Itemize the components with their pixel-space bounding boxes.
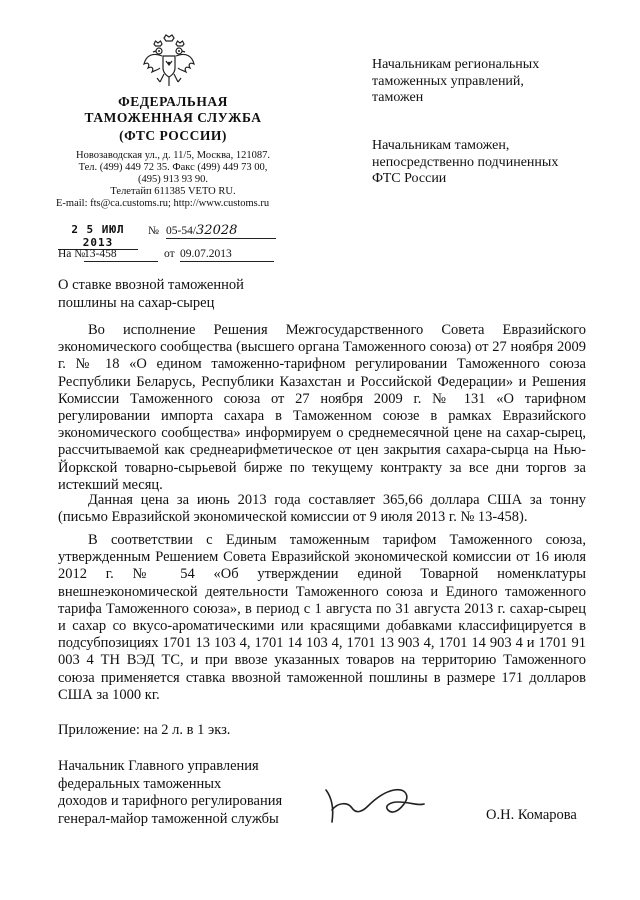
attachment-note: Приложение: на 2 л. в 1 экз. <box>58 722 231 738</box>
body-paragraph-1 <box>58 322 586 494</box>
addressee-line: таможенных управлений, <box>372 73 524 89</box>
signer-title <box>58 758 282 828</box>
addressee-group-2 <box>372 138 558 188</box>
addressee-line: таможен <box>372 90 424 105</box>
org-abbreviation: (ФТС РОССИИ) <box>119 128 227 143</box>
addressee-line: непосредственно подчиненных <box>372 154 559 170</box>
reference-from-label: от <box>164 248 175 260</box>
registration-number-handwritten: 32028 <box>196 223 238 238</box>
reference-date: 09.07.2013 <box>180 247 274 262</box>
phone-line: Тел. (499) 449 72 35. Факс (499) 449 73 00, <box>78 162 268 173</box>
addressee-group-1 <box>372 57 539 107</box>
paragraph-text: В соответствии с Единым таможенным тарифом Таможенного союза, утвержденным Решением Совета Евразийской экономической комиссии от 16 июля 2012 г. № 54 «Об утверждении единой Товарной номенклатуры внешнеэкономической деятельности Таможенного союза и Единого таможенного тарифа Таможенного союза», в период с 1 августа по 31 августа 2013 г. сахар-сырец и сахар со вкусо-ароматическими или красящими добавками классифицируется в подсубпозициях 1701 13 103 4, 1701 14 103 4, 1701 13 903 4, 1701 14 903 4 и 1701 91 003 4 ТН ВЭД ТС, и при ввозе указанных товаров на территорию Таможенного союза применяется ставка ввозной таможенной пошлины в размере 171 долларов США за 1000 кг. <box>58 532 586 703</box>
handwritten-signature <box>318 780 430 830</box>
signer-title-line: доходов и тарифного регулирования <box>58 793 283 809</box>
subject-line: пошлины на сахар-сырец <box>58 294 215 311</box>
body-paragraph-3 <box>58 532 586 704</box>
org-name-line1: ФЕДЕРАЛЬНАЯ <box>118 94 228 109</box>
signer-title-line: генерал-майор таможенной службы <box>58 810 279 827</box>
registration-date-stamp: 2 5 ИЮЛ 2013 <box>58 223 138 250</box>
paragraph-text: Данная цена за июнь 2013 года составляет 365,66 доллара США за тонну (письмо Евразийской экономической комиссии от 9 июля 2013 г. № 13-458). <box>58 492 586 526</box>
signer-name: О.Н. Комарова <box>486 807 577 823</box>
teletype-line: Телетайп 611385 VETO RU. <box>110 186 236 197</box>
addressee-line: ФТС России <box>372 171 447 186</box>
email-line: E-mail: fts@ca.customs.ru; http://www.customs.ru <box>56 198 270 209</box>
body-paragraph-2 <box>58 492 586 526</box>
signer-title-line: федеральных таможенных <box>58 775 222 792</box>
addressee-line: Начальникам таможен, <box>372 138 510 153</box>
registration-number <box>166 224 276 239</box>
subject-line: О ставке ввозной таможенной <box>58 277 244 293</box>
signer-title-line: Начальник Главного управления <box>58 758 259 774</box>
reference-number: 13-458 <box>84 247 158 262</box>
phone-line-2: (495) 913 93 90. <box>138 174 208 185</box>
double-headed-eagle-emblem-icon <box>142 34 196 90</box>
address-line: Новозаводская ул., д. 11/5, Москва, 121087. <box>76 150 270 161</box>
registration-number-label: № <box>148 225 159 237</box>
addressee-line: Начальникам региональных <box>372 57 540 72</box>
letter-subject <box>58 277 244 312</box>
org-name-line2: ТАМОЖЕННАЯ СЛУЖБА <box>84 110 262 125</box>
reference-label: На № <box>58 248 86 260</box>
registration-number-prefix: 05-54/ <box>166 225 197 237</box>
paragraph-text: Во исполнение Решения Межгосударственного Совета Евразийского экономического сообщества (высшего органа Таможенного союза) от 27 ноября 2009 г. № 18 «О едином таможенно-тарифном регулировании Таможенного союза Республики Беларусь, Республики Казахстан и Российской Федерации» и Решения Комиссии Таможенного союза от 27 ноября 2009 г. № 131 «О тарифном регулировании импорта сахара в Таможенном союзе в рамках Евразийского экономического сообщества» информируем о среднемесячной цене на сахар-сырец, рассчитываемой как среднеарифметическое от цен закрытия сахара-сырца на Нью-Йоркской товарно-сырьевой бирже по текущему контракту за все дни торгов за истекший месяц. <box>58 322 586 493</box>
